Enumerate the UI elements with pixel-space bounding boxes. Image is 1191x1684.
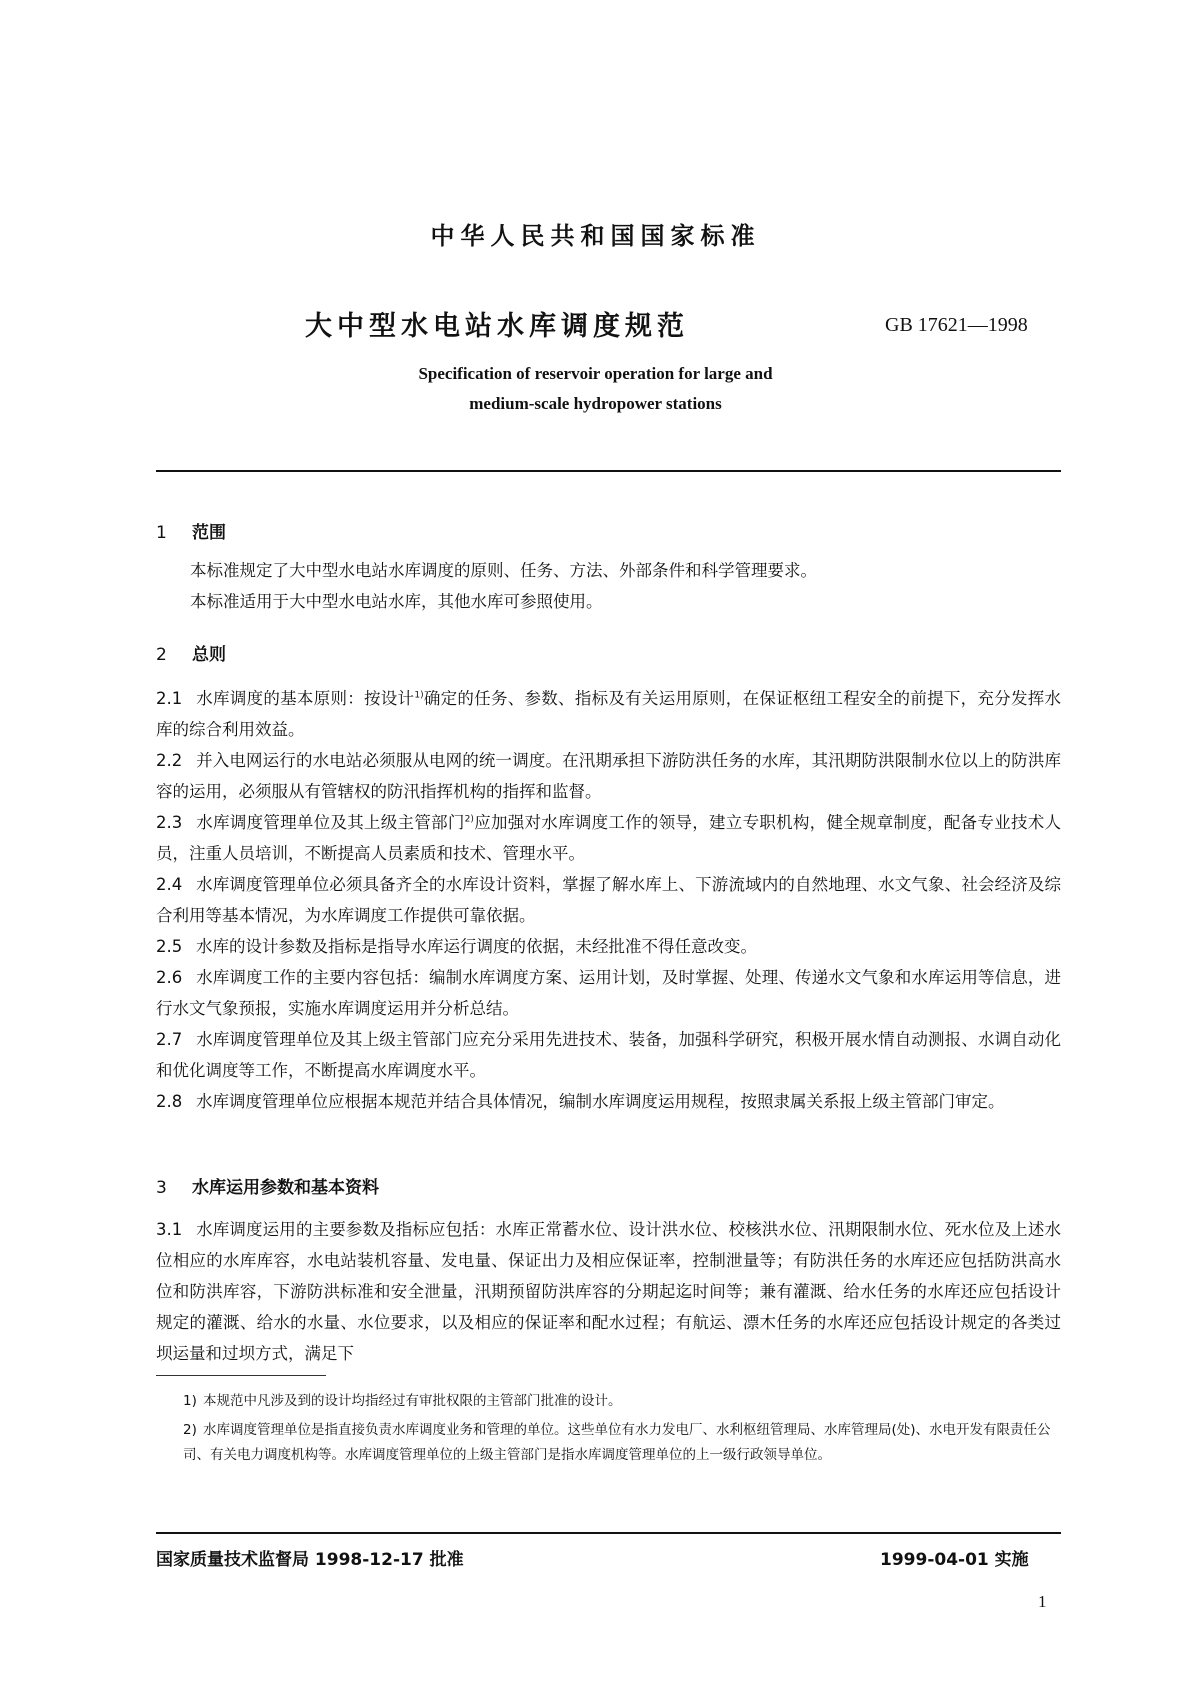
section-title: 范围 (192, 523, 226, 543)
section-3-heading (156, 1173, 379, 1198)
clause-number: 2.1 (156, 689, 183, 708)
section-number: 2 (156, 645, 167, 665)
clause-2-5: 2.5 水库的设计参数及指标是指导水库运行调度的依据，未经批准不得任意改变。 (156, 931, 1061, 962)
clause-number: 3.1 (156, 1220, 183, 1239)
clause-3-1: 3.1 水库调度运用的主要参数及指标应包括：水库正常蓄水位、设计洪水位、校核洪水位、汛期限制水位、死水位及上述水位相应的水库库容，水电站装机容量、发电量、保证出力及相应保证率，控制泄量等；有防洪任务的水库还应包括防洪高水位和防洪库容，下游防洪标准和安全泄量，汛期预留防洪库容的分期起迄时间等；兼有灌溉、给水任务的水库还应包括设计规定的灌溉、给水的水量、水位要求，以及相应的保证率和配水过程；有航运、漂木任务的水库还应包括设计规定的各类过坝运量和过坝方式，满足下 (156, 1214, 1061, 1369)
footnote-ref: 2) (464, 814, 474, 825)
footer-divider (156, 1532, 1061, 1534)
footnote-text: 本规范中凡涉及到的设计均指经过有审批权限的主管部门批准的设计。 (203, 1393, 622, 1409)
clause-number: 2.8 (156, 1092, 183, 1111)
clause-2-7: 2.7 水库调度管理单位及其上级主管部门应充分采用先进技术、装备，加强科学研究，积极开展水情自动测报、水调自动化和优化调度等工作，不断提高水库调度水平。 (156, 1024, 1061, 1086)
english-title-line2: medium-scale hydropower stations (469, 394, 722, 413)
footnote-2 (183, 1418, 1063, 1468)
clause-2-4: 2.4 水库调度管理单位必须具备齐全的水库设计资料，掌握了解水库上、下游流域内的自然地理、水文气象、社会经济及综合利用等基本情况，为水库调度工作提供可靠依据。 (156, 869, 1061, 931)
clause-number: 2.6 (156, 968, 183, 987)
footnote-text: 水库调度管理单位是指直接负责水库调度业务和管理的单位。这些单位有水力发电厂、水利枢纽管理局、水库管理局(处)、水电开发有限责任公司、有关电力调度机构等。水库调度管理单位的上级主管部门是指水库调度管理单位的上一级行政领导单位。 (183, 1422, 1051, 1463)
section-1-heading (156, 518, 226, 543)
clause-number: 2.3 (156, 813, 183, 832)
section-2-heading (156, 640, 226, 665)
clause-2-8: 2.8 水库调度管理单位应根据本规范并结合具体情况，编制水库调度运用规程，按照隶属关系报上级主管部门审定。 (156, 1086, 1061, 1117)
footnote-ref: 1) (414, 690, 424, 701)
clause-number: 2.7 (156, 1030, 183, 1049)
clause-number: 2.5 (156, 937, 183, 956)
clause-2-6: 2.6 水库调度工作的主要内容包括：编制水库调度方案、运用计划，及时掌握、处理、传递水文气象和水库运用等信息，进行水文气象预报，实施水库调度运用并分析总结。 (156, 962, 1061, 1024)
section-number: 1 (156, 523, 167, 543)
footnote-number: 2) (183, 1422, 197, 1438)
paragraph: 本标准规定了大中型水电站水库调度的原则、任务、方法、外部条件和科学管理要求。 (190, 561, 817, 580)
clause-2-1: 2.1 水库调度的基本原则：按设计$^{1)}$确定的任务、参数、指标及有关运用原则，在保证枢纽工程安全的前提下，充分发挥水库的综合利用效益。 (156, 683, 1061, 745)
header-divider (156, 470, 1061, 472)
document-title: 大中型水电站水库调度规范 (305, 311, 689, 342)
footnote-1 (183, 1389, 1063, 1414)
clause-2-2: 2.2 并入电网运行的水电站必须服从电网的统一调度。在汛期承担下游防洪任务的水库，其汛期防洪限制水位以上的防洪库容的运用，必须服从有管辖权的防汛指挥机构的指挥和监督。 (156, 745, 1061, 807)
standard-type-heading: 中华人民共和国国家标准 (430, 222, 761, 250)
english-title-line1: Specification of reservoir operation for large and (418, 364, 773, 383)
clause-number: 2.2 (156, 751, 183, 770)
approval-info: 国家质量技术监督局 1998-12-17 批准 (156, 1550, 464, 1570)
footnote-divider (156, 1375, 326, 1376)
section-title: 总则 (192, 645, 226, 665)
clause-number: 2.4 (156, 875, 183, 894)
page-number: 1 (1038, 1592, 1047, 1611)
clause-2-3: 2.3 水库调度管理单位及其上级主管部门$^{2)}$应加强对水库调度工作的领导，建立专职机构，健全规章制度，配备专业技术人员，注重人员培训，不断提高人员素质和技术、管理水平。 (156, 807, 1061, 869)
paragraph: 本标准适用于大中型水电站水库，其他水库可参照使用。 (190, 592, 603, 611)
footnote-number: 1) (183, 1393, 197, 1409)
section-number: 3 (156, 1178, 167, 1198)
standard-code: GB 17621—1998 (885, 314, 1028, 336)
section-title: 水库运用参数和基本资料 (192, 1178, 379, 1198)
effective-date: 1999-04-01 实施 (880, 1550, 1029, 1570)
